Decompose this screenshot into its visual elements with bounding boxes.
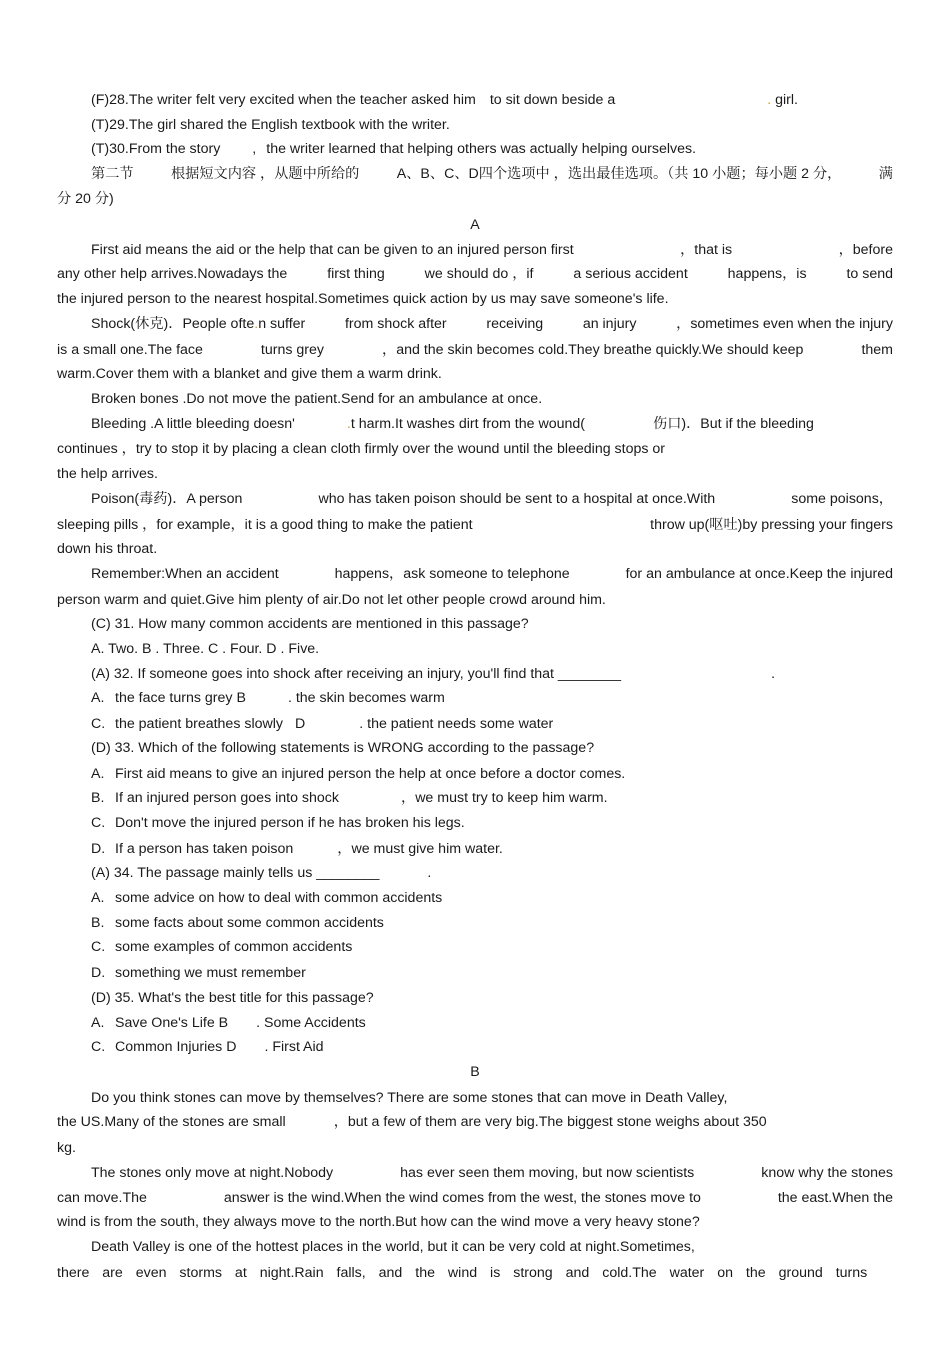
question-31-options: A. Two. B . Three. C . Four. D . Five. [91, 641, 320, 657]
passage-a-p1-line3: the injured person to the nearest hospital.Sometimes quick action by us may save someone's life. [57, 291, 669, 307]
tf-29: (T)29.The girl shared the English textbook with the writer. [91, 117, 450, 133]
passage-b-p2-line3: wind is from the south, they always move to the north.But how can the wind move a very heavy stone? [57, 1214, 700, 1230]
question-32-options-ab: A. the face turns grey B . the skin becomes warm [91, 690, 445, 706]
passage-a-p1-line2: any other help arrives.Nowadays the first thing we should do ，if a serious accident happens，is to send [57, 266, 893, 282]
question-34: (A) 34. The passage mainly tells us ________ . [91, 865, 432, 881]
passage-b-p2-line1: The stones only move at night.Nobody has ever seen them moving, but now scientists know why the stones [91, 1165, 893, 1181]
question-33-option-b: B. If an injured person goes into shock ，we must try to keep him warm. [91, 790, 608, 806]
question-33-option-c: C. Don't move the injured person if he has broken his legs. [91, 815, 465, 831]
passage-a-p2-line3: warm.Cover them with a blanket and give them a warm drink. [57, 366, 442, 382]
passage-a-p2-line2: is a small one.The face turns grey ，and the skin becomes cold.They breathe quickly.We should keep them [57, 342, 893, 358]
passage-a-p5-line3: down his throat. [57, 541, 158, 557]
section-heading: 第二节 根据短文内容 ，从题中所给的 A、B、C、D四个选项中 ，选出最佳选项。（共 10 小题；每小题 2 分， 满 [91, 166, 893, 182]
passage-a-p6-line2: person warm and quiet.Give him plenty of air.Do not let other people crowd around him. [57, 592, 606, 608]
passage-b-label: B [470, 1064, 480, 1080]
question-34-option-b: B. some facts about some common accidents [91, 915, 384, 931]
question-34-option-a: A. some advice on how to deal with common accidents [91, 890, 443, 906]
section-heading-cont: 分 20 分) [57, 191, 114, 207]
question-34-option-d: D. something we must remember [91, 965, 306, 981]
passage-a-p5-line1: Poison(毒药)．A person who has taken poison should be sent to a hospital at once.With some poisons， [91, 491, 893, 507]
passage-b-p3-line1: Death Valley is one of the hottest places in the world, but it can be very cold at night.Sometimes, [91, 1239, 695, 1255]
question-31: (C) 31. How many common accidents are mentioned in this passage? [91, 616, 529, 632]
question-33-option-a: A. First aid means to give an injured person the help at once before a doctor comes. [91, 766, 626, 782]
passage-a-p2-line1: Shock(休克)．People ofte.n suffer from shock after receiving an injury ，sometimes even when the injury [91, 316, 893, 332]
passage-b-p1-line3: kg. [57, 1140, 76, 1156]
passage-b-p1-line2: the US.Many of the stones are small ，but a few of them are very big.The biggest stone weighs about 350 [57, 1114, 767, 1130]
question-34-option-c: C. some examples of common accidents [91, 939, 353, 955]
tf-30: (T)30.From the story , the writer learned that helping others was actually helping ourselves. [91, 141, 697, 157]
passage-a-p4-line1: Bleeding .A little bleeding doesn' .t harm.It washes dirt from the wound( 伤口)．But if the bleeding [91, 416, 814, 432]
passage-a-p4-line2: continues ，try to stop it by placing a clean cloth firmly over the wound until the bleeding stops or [57, 441, 666, 457]
passage-a-p4-line3: the help arrives. [57, 466, 158, 482]
question-35-options-ab: A. Save One's Life B . Some Accidents [91, 1015, 366, 1031]
question-32-options-cd: C. the patient breathes slowly D . the patient needs some water [91, 716, 554, 732]
passage-a-p5-line2: sleeping pills ，for example，it is a good thing to make the patient throw up(呕吐)by pressing your fingers [57, 517, 893, 533]
question-33-option-d: D. If a person has taken poison ，we must give him water. [91, 841, 503, 857]
passage-a-label: A [470, 217, 480, 233]
passage-b-p1-line1: Do you think stones can move by themselves? There are some stones that can move in Death Valley, [91, 1090, 728, 1106]
passage-a-p1-line1: First aid means the aid or the help that can be given to an injured person first ，that is ，before [91, 242, 893, 258]
passage-a-p3: Broken bones .Do not move the patient.Send for an ambulance at once. [91, 391, 543, 407]
passage-a-p6-line1: Remember:When an accident happens，ask someone to telephone for an ambulance at once.Keep the injured [91, 566, 893, 582]
passage-b-p3-line2: there are even storms at night.Rain falls, and the wind is strong and cold.The water on the ground turns [57, 1265, 868, 1281]
question-35-options-cd: C. Common Injuries D . First Aid [91, 1039, 324, 1055]
question-33: (D) 33. Which of the following statements is WRONG according to the passage? [91, 740, 595, 756]
question-32: (A) 32. If someone goes into shock after receiving an injury, you'll find that ________ . [91, 666, 776, 682]
tf-28: (F)28.The writer felt very excited when the teacher asked him to sit down beside a . girl. [91, 92, 798, 108]
question-35: (D) 35. What's the best title for this passage? [91, 990, 374, 1006]
passage-b-p2-line2: can move.The answer is the wind.When the wind comes from the west, the stones move to the east.When the [57, 1190, 893, 1206]
